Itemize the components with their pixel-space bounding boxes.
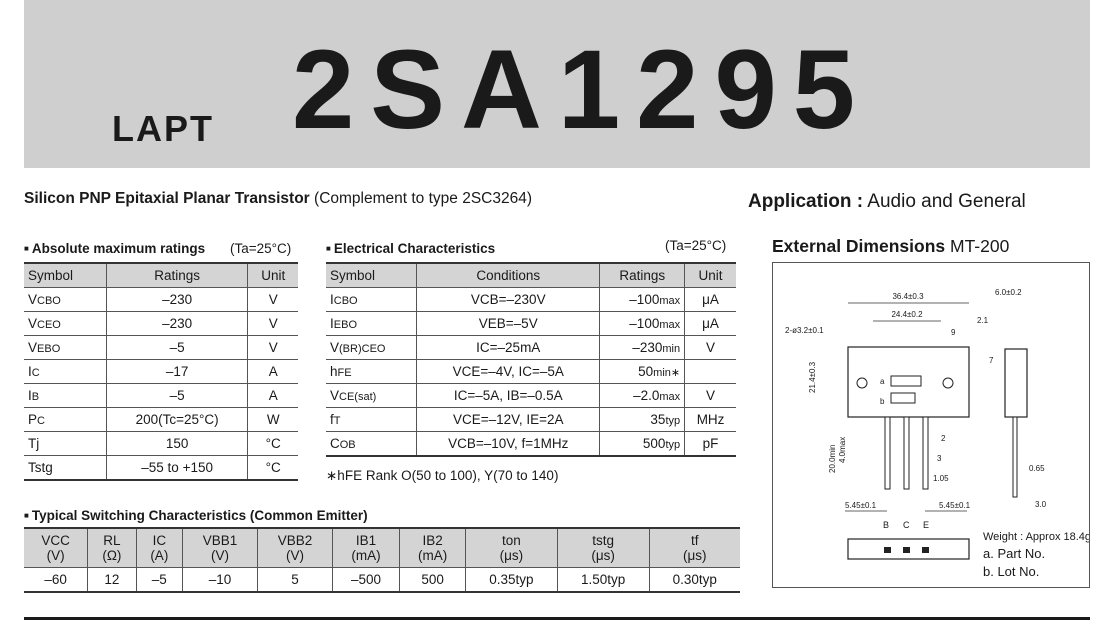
table-row <box>24 336 298 360</box>
side-view-body <box>1005 349 1027 417</box>
symbol-cell: PC <box>24 408 106 432</box>
part-number: 2SA1295 <box>292 27 872 152</box>
condition-cell: VCB=–230V <box>417 288 600 312</box>
rating-cell: 500typ <box>600 432 685 457</box>
symbol-cell: hFE <box>326 360 417 384</box>
device-type: Silicon PNP Epitaxial Planar Transistor <box>24 190 310 207</box>
bottom-lead <box>884 547 891 553</box>
bullet-icon: ■ <box>24 511 29 520</box>
col-header: Conditions <box>417 263 600 288</box>
package-body <box>848 347 969 417</box>
dim-lead-t: 0.65 <box>1029 464 1045 473</box>
application <box>748 191 1026 213</box>
col-header: tstg (μs) <box>557 528 649 568</box>
electrical-table <box>326 262 736 457</box>
complement-note: (Complement to type 2SC3264) <box>314 190 532 207</box>
series-label: LAPT <box>112 108 214 149</box>
value-cell: 5 <box>258 568 333 593</box>
condition-cell: VCE=–12V, IE=2A <box>417 408 600 432</box>
unit-cell: MHz <box>685 408 736 432</box>
legend-a: a. Part No. <box>983 546 1046 561</box>
symbol-cell: Tstg <box>24 456 106 481</box>
table-row <box>24 408 298 432</box>
unit-cell: V <box>248 288 298 312</box>
rating-cell: –2.0max <box>600 384 685 408</box>
dim-3: 3 <box>937 454 942 463</box>
col-header: IB2 (mA) <box>400 528 466 568</box>
dim-pitch-right: 5.45±0.1 <box>939 501 971 510</box>
symbol-cell: V(BR)CEO <box>326 336 417 360</box>
table-row <box>24 288 298 312</box>
unit-cell: V <box>248 336 298 360</box>
table-row <box>24 456 298 481</box>
rating-cell: –230 <box>106 288 248 312</box>
rating-cell: –100max <box>600 312 685 336</box>
external-dimensions-title <box>772 236 1009 257</box>
bullet-icon: ■ <box>24 244 29 253</box>
pin-c-label: C <box>903 520 910 530</box>
symbol-cell: fT <box>326 408 417 432</box>
package-drawing <box>773 263 1089 587</box>
col-header: IB1 (mA) <box>332 528 399 568</box>
application-value: Audio and General <box>867 191 1026 212</box>
table-row <box>326 408 736 432</box>
dim-width-inner: 24.4±0.2 <box>891 310 923 319</box>
col-header: VBB1 (V) <box>183 528 258 568</box>
col-header: Symbol <box>326 263 417 288</box>
package-name: MT-200 <box>950 236 1010 256</box>
unit-cell: μA <box>685 288 736 312</box>
col-header: VBB2 (V) <box>258 528 333 568</box>
dim-2: 2 <box>941 434 946 443</box>
col-header: Ratings <box>600 263 685 288</box>
abs-max-table <box>24 262 298 481</box>
symbol-cell: IB <box>24 384 106 408</box>
pin-e-label: E <box>923 520 930 530</box>
value-cell: 0.30typ <box>649 568 740 593</box>
value-cell: –10 <box>183 568 258 593</box>
footer-rule <box>24 617 1090 620</box>
unit-cell: °C <box>248 432 298 456</box>
device-description <box>24 190 532 208</box>
dim-thickness: 6.0±0.2 <box>995 288 1022 297</box>
rating-cell: –100max <box>600 288 685 312</box>
lead-e <box>923 417 928 489</box>
table-row <box>326 360 736 384</box>
table-row <box>326 288 736 312</box>
symbol-cell: VCEO <box>24 312 106 336</box>
bottom-lead <box>922 547 929 553</box>
table-row <box>326 336 736 360</box>
rating-cell: –55 to +150 <box>106 456 248 481</box>
symbol-cell: ICBO <box>326 288 417 312</box>
hfe-rank-note: ∗hFE Rank O(50 to 100), Y(70 to 140) <box>326 468 559 483</box>
table-row <box>24 360 298 384</box>
unit-cell: μA <box>685 312 736 336</box>
rating-cell: 150 <box>106 432 248 456</box>
abs-max-condition: (Ta=25°C) <box>230 241 292 256</box>
pin-b-label: B <box>883 520 890 530</box>
lead-b <box>885 417 890 489</box>
unit-cell: A <box>248 384 298 408</box>
rating-cell: –230min <box>600 336 685 360</box>
unit-cell: °C <box>248 456 298 481</box>
symbol-cell: IC <box>24 360 106 384</box>
label-a: a <box>880 377 885 386</box>
col-header: VCC (V) <box>24 528 88 568</box>
symbol-cell: COB <box>326 432 417 457</box>
electrical-title <box>326 241 495 256</box>
value-cell: –5 <box>136 568 182 593</box>
legend-b: b. Lot No. <box>983 564 1040 579</box>
rating-cell: –17 <box>106 360 248 384</box>
unit-cell <box>685 360 736 384</box>
dim-2-1: 2.1 <box>977 316 989 325</box>
rating-cell: –5 <box>106 336 248 360</box>
condition-cell: VCE=–4V, IC=–5A <box>417 360 600 384</box>
value-cell: 12 <box>88 568 136 593</box>
bullet-icon: ■ <box>326 244 331 253</box>
rating-cell: –5 <box>106 384 248 408</box>
unit-cell: W <box>248 408 298 432</box>
col-header: tf (μs) <box>649 528 740 568</box>
table-row <box>24 432 298 456</box>
dim-lead-min: 20.0min <box>828 444 837 473</box>
unit-cell: V <box>248 312 298 336</box>
col-header: RL (Ω) <box>88 528 136 568</box>
switching-title <box>24 508 368 523</box>
unit-cell: V <box>685 384 736 408</box>
dim-lead-max: 4.0max <box>838 436 847 463</box>
dim-lead-w: 1.05 <box>933 474 949 483</box>
dim-9: 9 <box>951 328 956 337</box>
condition-cell: VEB=–5V <box>417 312 600 336</box>
symbol-cell: VCE(sat) <box>326 384 417 408</box>
value-cell: –500 <box>332 568 399 593</box>
switching-table <box>24 527 740 593</box>
lead-c <box>904 417 909 489</box>
col-header: IC (A) <box>136 528 182 568</box>
table-row <box>326 384 736 408</box>
dim-height: 21.4±0.3 <box>808 361 817 393</box>
col-header: Unit <box>248 263 298 288</box>
condition-cell: VCB=–10V, f=1MHz <box>417 432 600 457</box>
rating-cell: 50min∗ <box>600 360 685 384</box>
abs-max-title-text: Absolute maximum ratings <box>31 241 206 256</box>
abs-max-title <box>24 241 205 256</box>
col-header: Unit <box>685 263 736 288</box>
symbol-cell: Tj <box>24 432 106 456</box>
col-header: ton (μs) <box>466 528 558 568</box>
dim-width-total: 36.4±0.3 <box>892 292 924 301</box>
value-cell: 500 <box>400 568 466 593</box>
rating-cell: –230 <box>106 312 248 336</box>
dimension-drawing-box <box>772 262 1090 588</box>
unit-cell: pF <box>685 432 736 457</box>
symbol-cell: VCBO <box>24 288 106 312</box>
symbol-cell: IEBO <box>326 312 417 336</box>
unit-cell: V <box>685 336 736 360</box>
condition-cell: IC=–5A, IB=–0.5A <box>417 384 600 408</box>
unit-cell: A <box>248 360 298 384</box>
condition-cell: IC=–25mA <box>417 336 600 360</box>
dim-7: 7 <box>989 356 994 365</box>
electrical-condition: (Ta=25°C) <box>665 238 727 253</box>
label-b: b <box>880 397 885 406</box>
col-header: Symbol <box>24 263 106 288</box>
rating-cell: 200(Tc=25°C) <box>106 408 248 432</box>
value-cell: 0.35typ <box>466 568 558 593</box>
side-view-lead <box>1013 417 1017 497</box>
symbol-cell: VEBO <box>24 336 106 360</box>
weight-text: Weight : Approx 18.4g <box>983 531 1089 543</box>
application-label: Application : <box>748 191 864 212</box>
table-row <box>326 312 736 336</box>
switching-title-text: Typical Switching Characteristics (Common Emitter) <box>31 508 368 523</box>
dim-pitch-left: 5.45±0.1 <box>845 501 877 510</box>
dim-hole: 2-ø3.2±0.1 <box>785 326 824 335</box>
value-cell: –60 <box>24 568 88 593</box>
table-row <box>24 384 298 408</box>
value-cell: 1.50typ <box>557 568 649 593</box>
electrical-title-text: Electrical Characteristics <box>333 241 496 256</box>
dim-3-0: 3.0 <box>1035 500 1047 509</box>
table-row <box>24 312 298 336</box>
table-row <box>326 432 736 457</box>
bottom-lead <box>903 547 910 553</box>
external-title-text: External Dimensions <box>772 236 946 256</box>
rating-cell: 35typ <box>600 408 685 432</box>
col-header: Ratings <box>106 263 248 288</box>
header-banner <box>24 0 1090 168</box>
